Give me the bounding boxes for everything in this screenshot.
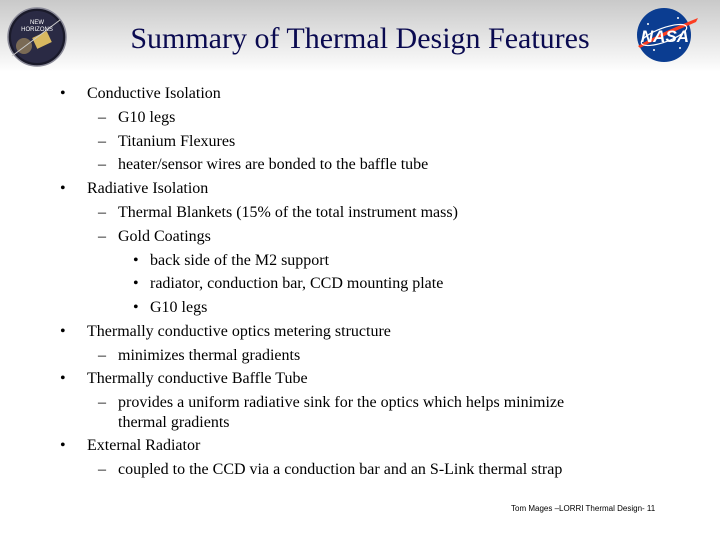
slide-title: Summary of Thermal Design Features (130, 22, 590, 55)
bullet-text: G10 legs (118, 109, 176, 126)
slide-header (0, 0, 720, 72)
bullet-text: Titanium Flexures (118, 133, 236, 150)
bullet-text: back side of the M2 support (150, 252, 330, 269)
svg-text:NASA: NASA (640, 27, 690, 46)
bullet-marker: – (98, 347, 106, 364)
bullet-text: Thermally conductive optics metering structure (87, 323, 391, 340)
bullet-marker: – (98, 109, 106, 126)
bullet-marker: • (60, 85, 66, 102)
nasa-meatball-logo (630, 4, 702, 66)
bullet-marker: • (60, 370, 66, 387)
bullet-marker: – (98, 156, 106, 173)
bullet-text: heater/sensor wires are bonded to the baffle tube (118, 156, 429, 173)
bullet-text: Conductive Isolation (87, 85, 221, 102)
bullet-text: radiator, conduction bar, CCD mounting plate (150, 275, 444, 292)
bullet-marker: – (98, 228, 106, 245)
bullet-text: coupled to the CCD via a conduction bar and an S-Link thermal strap (118, 461, 563, 478)
bullet-text: minimizes thermal gradients (118, 347, 301, 364)
bullet-marker: – (98, 204, 106, 221)
bullet-marker: • (60, 180, 66, 197)
bullet-text: External Radiator (87, 437, 201, 454)
svg-text:NEW: NEW (30, 20, 44, 26)
bullet-marker: • (60, 323, 66, 340)
bullet-text: Thermal Blankets (15% of the total instrument mass) (118, 204, 458, 221)
bullet-marker: – (98, 394, 106, 411)
bullet-text: G10 legs (150, 299, 208, 316)
bullet-marker: • (133, 275, 139, 292)
bullet-text: provides a uniform radiative sink for the optics which helps minimize (118, 394, 565, 411)
bullet-text: thermal gradients (118, 414, 230, 431)
bullet-text: Gold Coatings (118, 228, 211, 245)
bullet-marker: • (133, 252, 139, 269)
bullet-marker: – (98, 133, 106, 150)
bullet-marker: • (133, 299, 139, 316)
bullet-text: Thermally conductive Baffle Tube (87, 370, 308, 387)
slide-footer: Tom Mages –LORRI Thermal Design- 11 (511, 504, 656, 513)
svg-text:HORIZONS: HORIZONS (21, 27, 53, 33)
bullet-text: Radiative Isolation (87, 180, 209, 197)
bullet-marker: – (98, 461, 106, 478)
bullet-marker: • (60, 437, 66, 454)
